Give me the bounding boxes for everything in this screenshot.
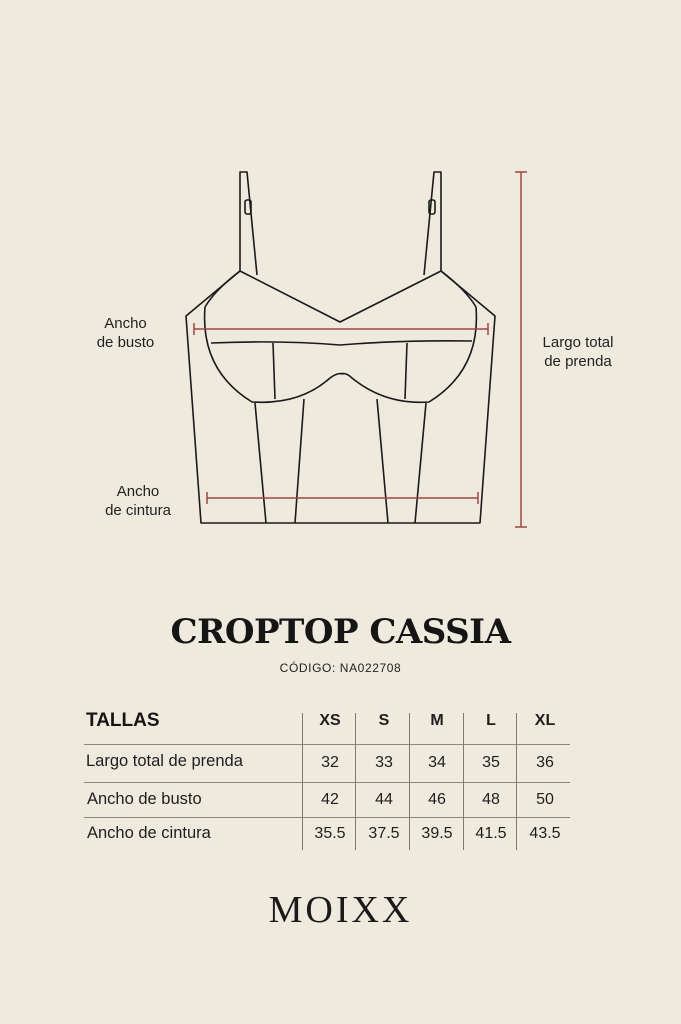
label-line: de busto — [96, 334, 155, 351]
right-panel-inner — [377, 399, 388, 523]
bust-measure-line — [194, 323, 488, 335]
waist-measure-line — [207, 492, 478, 504]
size-table — [84, 703, 570, 851]
bust-band — [211, 341, 472, 345]
value-cell: 35 — [482, 754, 500, 771]
value-cell: 48 — [482, 791, 500, 808]
value-cell: 35.5 — [314, 825, 346, 842]
length-measure-line — [515, 172, 527, 527]
row-label-busto: Ancho de busto — [87, 790, 202, 808]
row-divider — [84, 817, 570, 818]
left-cup-seam — [273, 343, 275, 399]
value-cell: 33 — [375, 754, 393, 771]
column-divider — [516, 713, 517, 850]
product-code: CÓDIGO: NA022708 — [279, 661, 402, 675]
size-l: L — [486, 712, 496, 729]
column-divider — [355, 713, 356, 850]
row-label-largo: Largo total de prenda — [86, 752, 243, 770]
size-m: M — [430, 712, 444, 729]
value-cell: 50 — [536, 791, 554, 808]
size-xs: XS — [319, 712, 341, 729]
label-line: Largo total — [542, 334, 614, 351]
value-cell: 36 — [536, 754, 554, 771]
right-cup-seam — [405, 343, 407, 399]
bust-width-label — [78, 314, 173, 352]
right-panel — [415, 403, 426, 523]
column-divider — [409, 713, 410, 850]
value-cell: 37.5 — [368, 825, 400, 842]
row-label-cintura: Ancho de cintura — [87, 824, 211, 842]
right-cup — [340, 307, 476, 402]
value-cell: 42 — [321, 791, 339, 808]
right-strap — [424, 172, 441, 275]
size-s: S — [378, 712, 390, 729]
total-length-label — [528, 333, 628, 371]
left-panel-inner — [295, 399, 304, 523]
column-divider — [302, 713, 303, 850]
garment-outline — [186, 271, 495, 523]
column-divider — [463, 713, 464, 850]
label-line: Ancho — [116, 483, 160, 500]
row-divider — [84, 744, 570, 745]
size-xl: XL — [534, 712, 556, 729]
left-strap — [240, 172, 257, 275]
value-cell: 32 — [321, 754, 339, 771]
waist-width-label — [88, 482, 188, 520]
value-cell: 41.5 — [475, 825, 507, 842]
value-cell: 44 — [375, 791, 393, 808]
label-line: Ancho — [104, 315, 147, 332]
value-cell: 34 — [428, 754, 446, 771]
row-divider — [84, 782, 570, 783]
table-header-sizes: TALLAS — [86, 710, 160, 731]
value-cell: 46 — [428, 791, 446, 808]
label-line: de cintura — [105, 502, 171, 519]
left-panel — [255, 403, 266, 523]
value-cell: 39.5 — [421, 825, 453, 842]
product-title: CROPTOP CASSIA — [170, 612, 511, 652]
value-cell: 43.5 — [529, 825, 561, 842]
label-line: de prenda — [544, 353, 612, 370]
brand-logo: MOIXX — [268, 889, 413, 931]
